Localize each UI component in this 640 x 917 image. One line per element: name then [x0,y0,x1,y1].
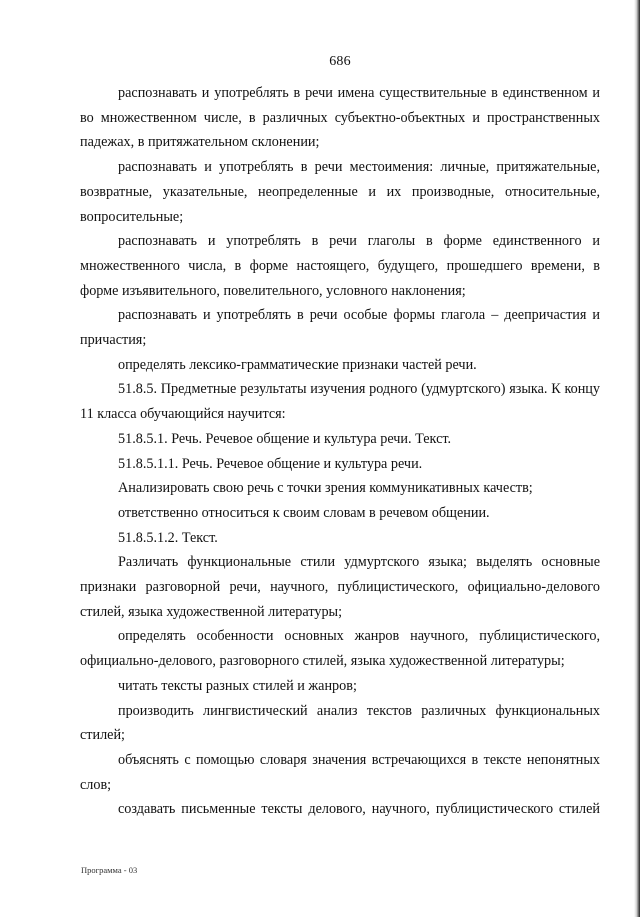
paragraph: производить лингвистический анализ текстов различных функциональных стилей; [80,702,600,744]
scan-edge-shadow [634,0,640,917]
paragraph: Анализировать свою речь с точки зрения коммуникативных качеств; [118,480,533,497]
paragraph: объяснять с помощью словаря значения встречающихся в тексте непонятных слов; [80,751,600,793]
paragraph: распознавать и употреблять в речи местоимения: личные, притяжательные, возвратные, указательные, неопределенные и их производные, относительные, вопросительные; [80,159,600,225]
paragraph: ответственно относиться к своим словам в речевом общении. [118,504,490,521]
paragraph: распознавать и употреблять в речи глаголы в форме единственного и множественного числа, в форме настоящего, будущего, прошедшего времени, в форме изъявительного, повелительного, условного наклонения; [80,233,600,299]
paragraph: Различать функциональные стили удмуртского языка; выделять основные признаки разговорной речи, научного, публицистического, официально-делового стилей, языка художественной литературы; [80,554,600,620]
subsection-heading: 51.8.5.1.2. Текст. [118,529,218,546]
page-number: 686 [329,54,351,69]
paragraph: определять лексико-грамматические признаки частей речи. [118,356,477,373]
subsection-heading: 51.8.5.1.1. Речь. Речевое общение и культура речи. [118,455,423,472]
paragraph: определять особенности основных жанров научного, публицистического, официально-делового, разговорного стилей, языка художественной литературы; [80,628,600,670]
section-heading-paragraph: 51.8.5. Предметные результаты изучения родного (удмуртского) языка. К концу 11 класса обучающийся научится: [80,381,600,423]
footer-label: Программа - 03 [81,865,138,875]
paragraph: создавать письменные тексты делового, научного, публицистического стилей [118,801,600,818]
paragraph: читать тексты разных стилей и жанров; [118,677,357,694]
paragraph: распознавать и употреблять в речи имена существительные в единственном и во множественном числе, в различных субъектно-объектных и пространственных падежах, в притяжательном склонении; [80,85,600,151]
paragraph: распознавать и употреблять в речи особые формы глагола – деепричастия и причастия; [80,307,600,349]
document-body [80,81,600,822]
subsection-heading: 51.8.5.1. Речь. Речевое общение и культура речи. Текст. [118,430,452,447]
